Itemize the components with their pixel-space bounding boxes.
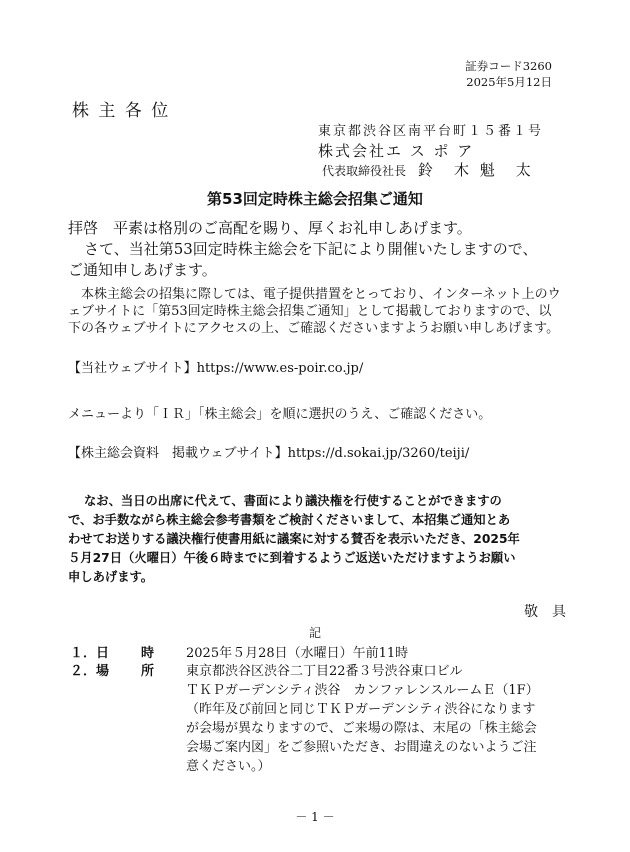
closing-keigu: 敬 具 — [524, 604, 566, 620]
company-website-link[interactable]: 【当社ウェブサイト】https://www.es-poir.co.jp/ — [68, 361, 364, 376]
voting-notice-line: ５月27日（火曜日）午後６時までに到着するようご返送いただけますようお願い — [68, 551, 516, 565]
voting-notice-line: で、お手数ながら株主総会参考書類をご検討くださいまして、本招集ご通知とあ — [68, 513, 511, 527]
venue-note-line: 意ください。） — [186, 759, 271, 774]
company-name: 株式会社エ ス ポ ア — [318, 142, 475, 160]
greeting-line: 拝啓 平素は格別のご高配を賜り、厚くお礼申しあげます。 — [68, 219, 472, 237]
menu-instruction: メニューより「ＩＲ」「株主総会」を順に選択のうえ、ご確認ください。 — [68, 407, 492, 422]
item-number: １． — [70, 646, 97, 661]
item-value-datetime: 2025年５月28日（水曜日）午前11時 — [186, 646, 409, 661]
securities-code: 証券コード3260 — [465, 59, 552, 73]
notice-title: 第53回定時株主総会招集ご通知 — [207, 190, 423, 208]
item-label-datetime: 日 時 — [96, 646, 157, 661]
greeting-line: さて、当社第53回定時株主総会を下記により開催いたしますので、 — [84, 240, 538, 258]
voting-notice-line: 申しあげます。 — [68, 570, 154, 584]
venue-note-line: が会場が異なりますので、ご来場の際は、末尾の「株主総会 — [186, 721, 537, 736]
voting-notice-line: わせてお送りする議決権行使書用紙に議案に対する賛否を表示いただき、2025年 — [68, 532, 520, 546]
venue-line: ＴＫＰガーデンシティ渋谷 カンファレンスルームＥ（1F） — [186, 683, 539, 698]
representative-name: 鈴 木 魁 太 — [418, 161, 534, 179]
venue-note-line: 会場ご案内図」をご参照いただき、お間違えのないようご注 — [186, 740, 537, 755]
venue-line: 東京都渋谷区渋谷二丁目22番３号渋谷東口ビル — [186, 664, 463, 679]
electronic-provision-paragraph: 本株主総会の招集に際しては、電子提供措置をとっており、インターネット上のウェブサイトに「第53回定時株主総会招集ご通知」として掲載しておりますので、以下の各ウェブサイトにアクセスの上、ご確認くださいますようお願い申しあげます。 — [68, 287, 561, 336]
company-address: 東京都渋谷区南平台町１５番１号 — [318, 124, 544, 139]
issue-date: 2025年5月12日 — [466, 75, 552, 89]
representative-title: 代表取締役社長 — [322, 164, 407, 178]
item-number: ２． — [70, 664, 97, 679]
materials-website-link[interactable]: 【株主総会資料 掲載ウェブサイト】https://d.sokai.jp/3260/teiji/ — [68, 446, 470, 461]
addressee: 株 主 各 位 — [72, 101, 171, 121]
item-label-venue: 場 所 — [96, 664, 157, 679]
greeting-line: ご通知申しあげます。 — [68, 261, 217, 279]
venue-note-line: （昨年及び前回と同じＴＫＰガーデンシティ渋谷になります — [186, 702, 536, 717]
voting-notice-line: なお、当日の出席に代えて、書面により議決権を行使することができますの — [84, 494, 502, 508]
page-number: － 1 － — [295, 810, 335, 824]
ki-heading: 記 — [308, 626, 321, 640]
